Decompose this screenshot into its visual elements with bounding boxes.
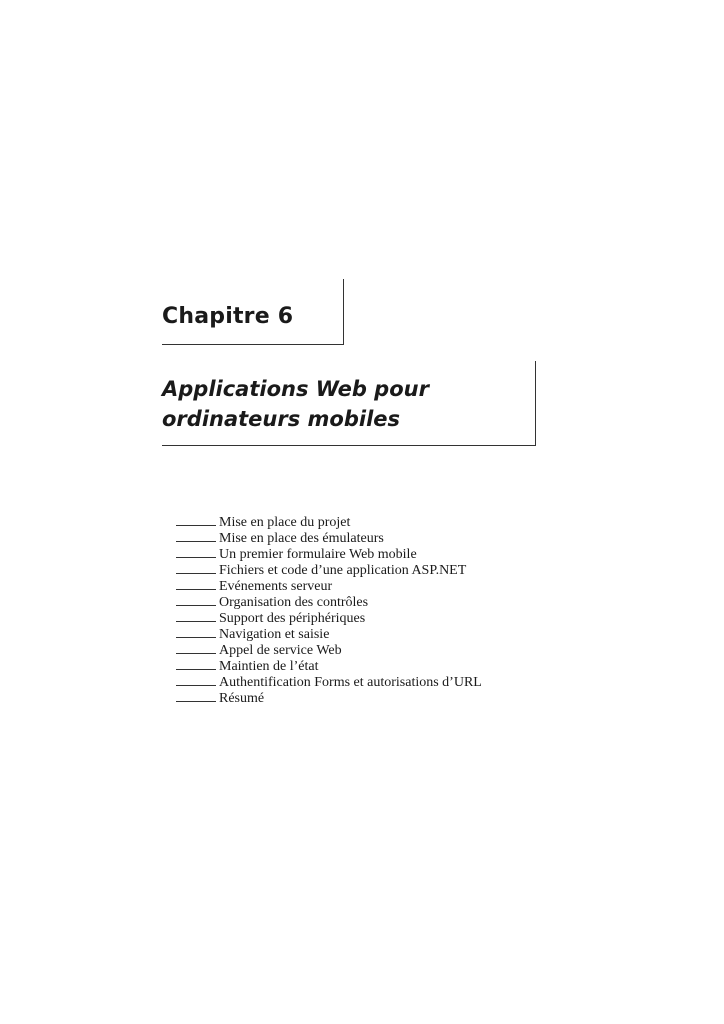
contents-item	[176, 611, 482, 627]
contents-item-label: Evénements serveur	[219, 579, 333, 594]
dash-rule	[176, 573, 216, 574]
contents-item-label: Maintien de l’état	[219, 659, 319, 674]
contents-item	[176, 627, 482, 643]
contents-item	[176, 531, 482, 547]
contents-item-label: Résumé	[219, 691, 265, 706]
dash-rule	[176, 701, 216, 702]
dash-rule	[176, 653, 216, 654]
contents-item	[176, 595, 482, 611]
contents-item	[176, 691, 482, 707]
dash-rule	[176, 525, 216, 526]
chapter-title-box	[162, 361, 536, 446]
contents-item-label: Un premier formulaire Web mobile	[219, 547, 417, 562]
dash-rule	[176, 637, 216, 638]
contents-item-label: Authentification Forms et autorisations d’URL	[219, 675, 482, 690]
contents-item-label: Fichiers et code d’une application ASP.NET	[219, 563, 467, 578]
contents-item	[176, 659, 482, 675]
contents-item-label: Support des périphériques	[219, 611, 366, 626]
contents-item	[176, 563, 482, 579]
contents-item-label: Organisation des contrôles	[219, 595, 369, 610]
dash-rule	[176, 621, 216, 622]
dash-rule	[176, 685, 216, 686]
contents-item-label: Navigation et saisie	[219, 627, 330, 642]
contents-item	[176, 643, 482, 659]
chapter-title	[162, 374, 429, 434]
dash-rule	[176, 589, 216, 590]
chapter-contents-list	[176, 515, 482, 707]
contents-item	[176, 579, 482, 595]
dash-rule	[176, 669, 216, 670]
dash-rule	[176, 605, 216, 606]
contents-item-label: Mise en place du projet	[219, 515, 351, 530]
contents-item-label: Mise en place des émulateurs	[219, 531, 384, 546]
contents-item	[176, 515, 482, 531]
dash-rule	[176, 541, 216, 542]
contents-item	[176, 547, 482, 563]
contents-item	[176, 675, 482, 691]
chapter-title-line-2: ordinateurs mobiles	[162, 407, 401, 431]
chapter-title-line-1: Applications Web pour	[162, 377, 429, 401]
contents-item-label: Appel de service Web	[219, 643, 342, 658]
chapter-number: Chapitre 6	[162, 304, 294, 329]
chapter-heading-box	[162, 279, 344, 345]
dash-rule	[176, 557, 216, 558]
